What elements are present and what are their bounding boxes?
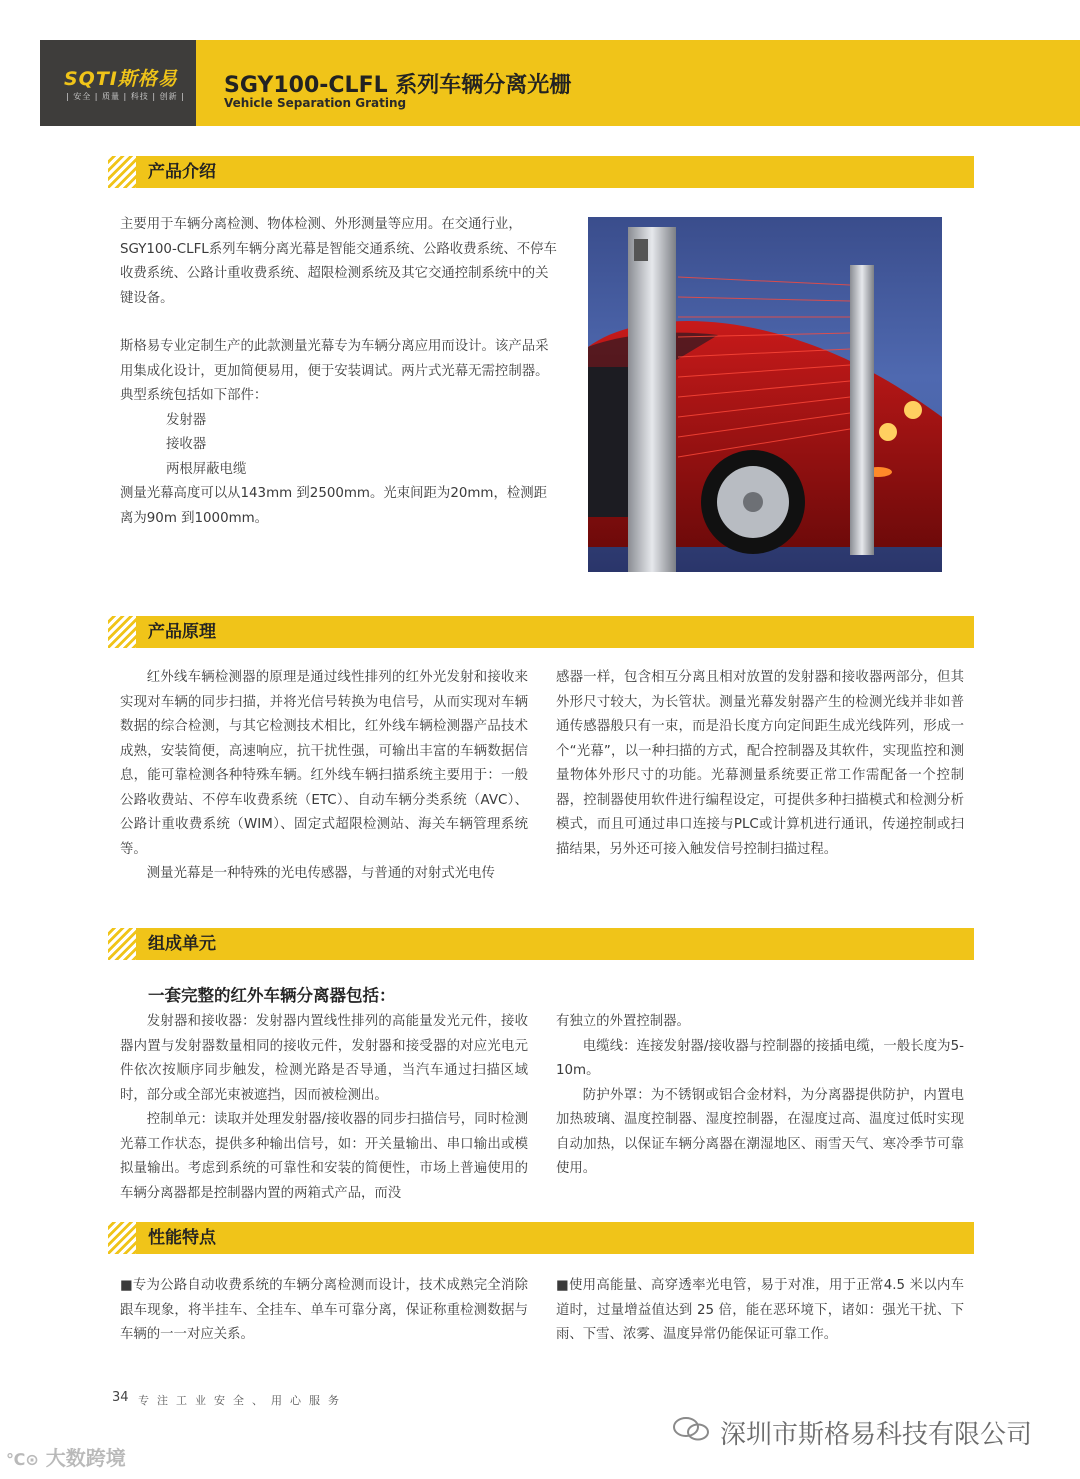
list-item: 发射器 xyxy=(166,412,207,428)
section-bar-units xyxy=(118,928,974,960)
list-item: 两根屏蔽电缆 xyxy=(166,461,247,477)
principle-paragraph-3: 感器一样，包含相互分离且相对放置的发射器和接收器两部分，但其外形尺寸较大，为长管状。测量光幕发射器产生的检测光线并非如普通传感器般只有一束，而是沿长度方向定间距生成光线阵列，形成一个“光幕”，以一种扫描的方式，配合控制器及其软件，实现监控和测量物体外形尺寸的功能。光幕测量系统要正常工作需配备一个控制器，控制器使用软件进行编程设定，可提供多种扫描模式和检测分析模式，而且可通过串口连接与PLC或计算机进行通讯，传递控制或扫描结果，另外还可接入触发信号控制扫描过程。 xyxy=(556,670,964,857)
intro-text xyxy=(120,213,560,531)
product-photo-illustration xyxy=(588,217,942,572)
principle-right-column xyxy=(556,666,964,862)
features-right-column xyxy=(556,1274,964,1348)
section-title-principle: 产品原理 xyxy=(148,622,216,642)
page-title: SGY100-CLFL 系列车辆分离光栅 xyxy=(224,73,572,98)
list-item: 接收器 xyxy=(166,437,207,452)
intro-paragraph-1: 主要用于车辆分离检测、物体检测、外形测量等应用。在交通行业，SGY100-CLFL系列车辆分离光幕是智能交通系统、公路收费系统、不停车收费系统、公路计重收费系统、超限检测系统及其它交通控制系统中的关键设备。 xyxy=(120,217,557,306)
units-paragraph-2: 控制单元：读取并处理发射器/接收器的同步扫描信号，同时检测光幕工作状态，提供多种输出信号，如：开关量输出、串口输出或模拟量输出。考虑到系统的可靠性和安装的简便性，市场上普遍使用的车辆分离器都是控制器内置的两箱式产品，而没 xyxy=(120,1112,528,1201)
features-left-column xyxy=(120,1274,528,1348)
intro-paragraph-2: 斯格易专业定制生产的此款测量光幕专为车辆分离应用而设计。该产品采用集成化设计，更加简便易用，便于安装调试。两片式光幕无需控制器。 xyxy=(120,339,549,379)
units-paragraph-3: 有独立的外置控制器。 xyxy=(556,1014,690,1029)
units-paragraph-5: 防护外罩：为不锈钢或铝合金材料，为分离器提供防护，内置电加热玻璃、温度控制器、湿度控制器，在湿度过高、温度过低时实现自动加热，以保证车辆分离器在潮湿地区、雨雪天气、寒冷季节可靠使用。 xyxy=(556,1087,964,1176)
units-right-column xyxy=(556,1010,964,1182)
section-hatch-icon xyxy=(108,156,136,188)
page-number: 34 xyxy=(112,1390,129,1405)
principle-paragraph-2: 测量光幕是一种特殊的光电传感器，与普通的对射式光电传 xyxy=(146,866,495,881)
units-paragraph-4: 电缆线：连接发射器/接收器与控制器的接插电缆，一般长度为5-10m。 xyxy=(556,1038,964,1078)
feature-item: ■使用高能量、高穿透率光电管，易于对准，用于正常4.5 米以内车道时，过量增益值达到 25 倍，能在恶环境下，诸如：强光干扰、下雨、下雪、浓雾、温度异常仍能保证可靠工作。 xyxy=(556,1278,964,1342)
section-title-units: 组成单元 xyxy=(148,934,216,954)
product-photo xyxy=(588,217,942,572)
principle-left-column xyxy=(120,666,528,887)
section-bar-features xyxy=(118,1222,974,1254)
page-subtitle: Vehicle Separation Grating xyxy=(224,96,407,110)
brand-slogan: | 安全 | 质量 | 科技 | 创新 | xyxy=(66,92,185,101)
units-paragraph-1: 发射器和接收器：发射器内置线性排列的高能量发光元件，接收器内置与发射器数量相同的接收元件，发射器和接受器的对应光电元件依次按顺序同步触发，检测光路是否导通，当汽车通过扫描区域时，部分或全部光束被遮挡，因而被检测出。 xyxy=(120,1014,528,1103)
watermark-logo-icon: ℃⊙ xyxy=(6,1450,39,1469)
section-title-intro: 产品介绍 xyxy=(148,162,216,182)
footer-slogan: 专注工业安全、用心服务 xyxy=(138,1394,347,1407)
feature-item: ■专为公路自动收费系统的车辆分离检测而设计，技术成熟完全消除跟车现象，将半挂车、全挂车、单车可靠分离，保证称重检测数据与车辆的一一对应关系。 xyxy=(120,1278,528,1342)
intro-paragraph-4: 测量光幕高度可以从143mm 到2500mm。光束间距为20mm，检测距离为90m 到1000mm。 xyxy=(120,486,548,526)
principle-paragraph-1: 红外线车辆检测器的原理是通过线性排列的红外光发射和接收来实现对车辆的同步扫描，并将光信号转换为电信号，从而实现对车辆数据的综合检测，与其它检测技术相比，红外线车辆检测器产品技术成熟，安装简便，高速响应，抗干扰性强，可输出丰富的车辆数据信息，能可靠检测各种特殊车辆。红外线车辆扫描系统主要用于：一般公路收费站、不停车收费系统（ETC）、自动车辆分类系统（AVC）、公路计重收费系统（WIM）、固定式超限检测站、海关车辆管理系统等。 xyxy=(120,670,528,857)
units-heading: 一套完整的红外车辆分离器包括： xyxy=(148,986,396,1005)
section-hatch-icon xyxy=(108,1222,136,1254)
units-left-column xyxy=(120,1010,528,1206)
section-bar-intro xyxy=(118,156,974,188)
section-title-features: 性能特点 xyxy=(148,1228,216,1248)
watermark xyxy=(6,1442,126,1471)
section-hatch-icon xyxy=(108,616,136,648)
watermark-text: 大数跨境 xyxy=(45,1446,126,1470)
wechat-icon xyxy=(672,1416,712,1442)
company-name: 深圳市斯格易科技有限公司 xyxy=(720,1420,1033,1450)
brand-logo: SQTI斯格易 xyxy=(64,68,178,90)
intro-paragraph-3: 典型系统包括如下部件： xyxy=(120,388,268,403)
section-bar-principle xyxy=(118,616,974,648)
section-hatch-icon xyxy=(108,928,136,960)
